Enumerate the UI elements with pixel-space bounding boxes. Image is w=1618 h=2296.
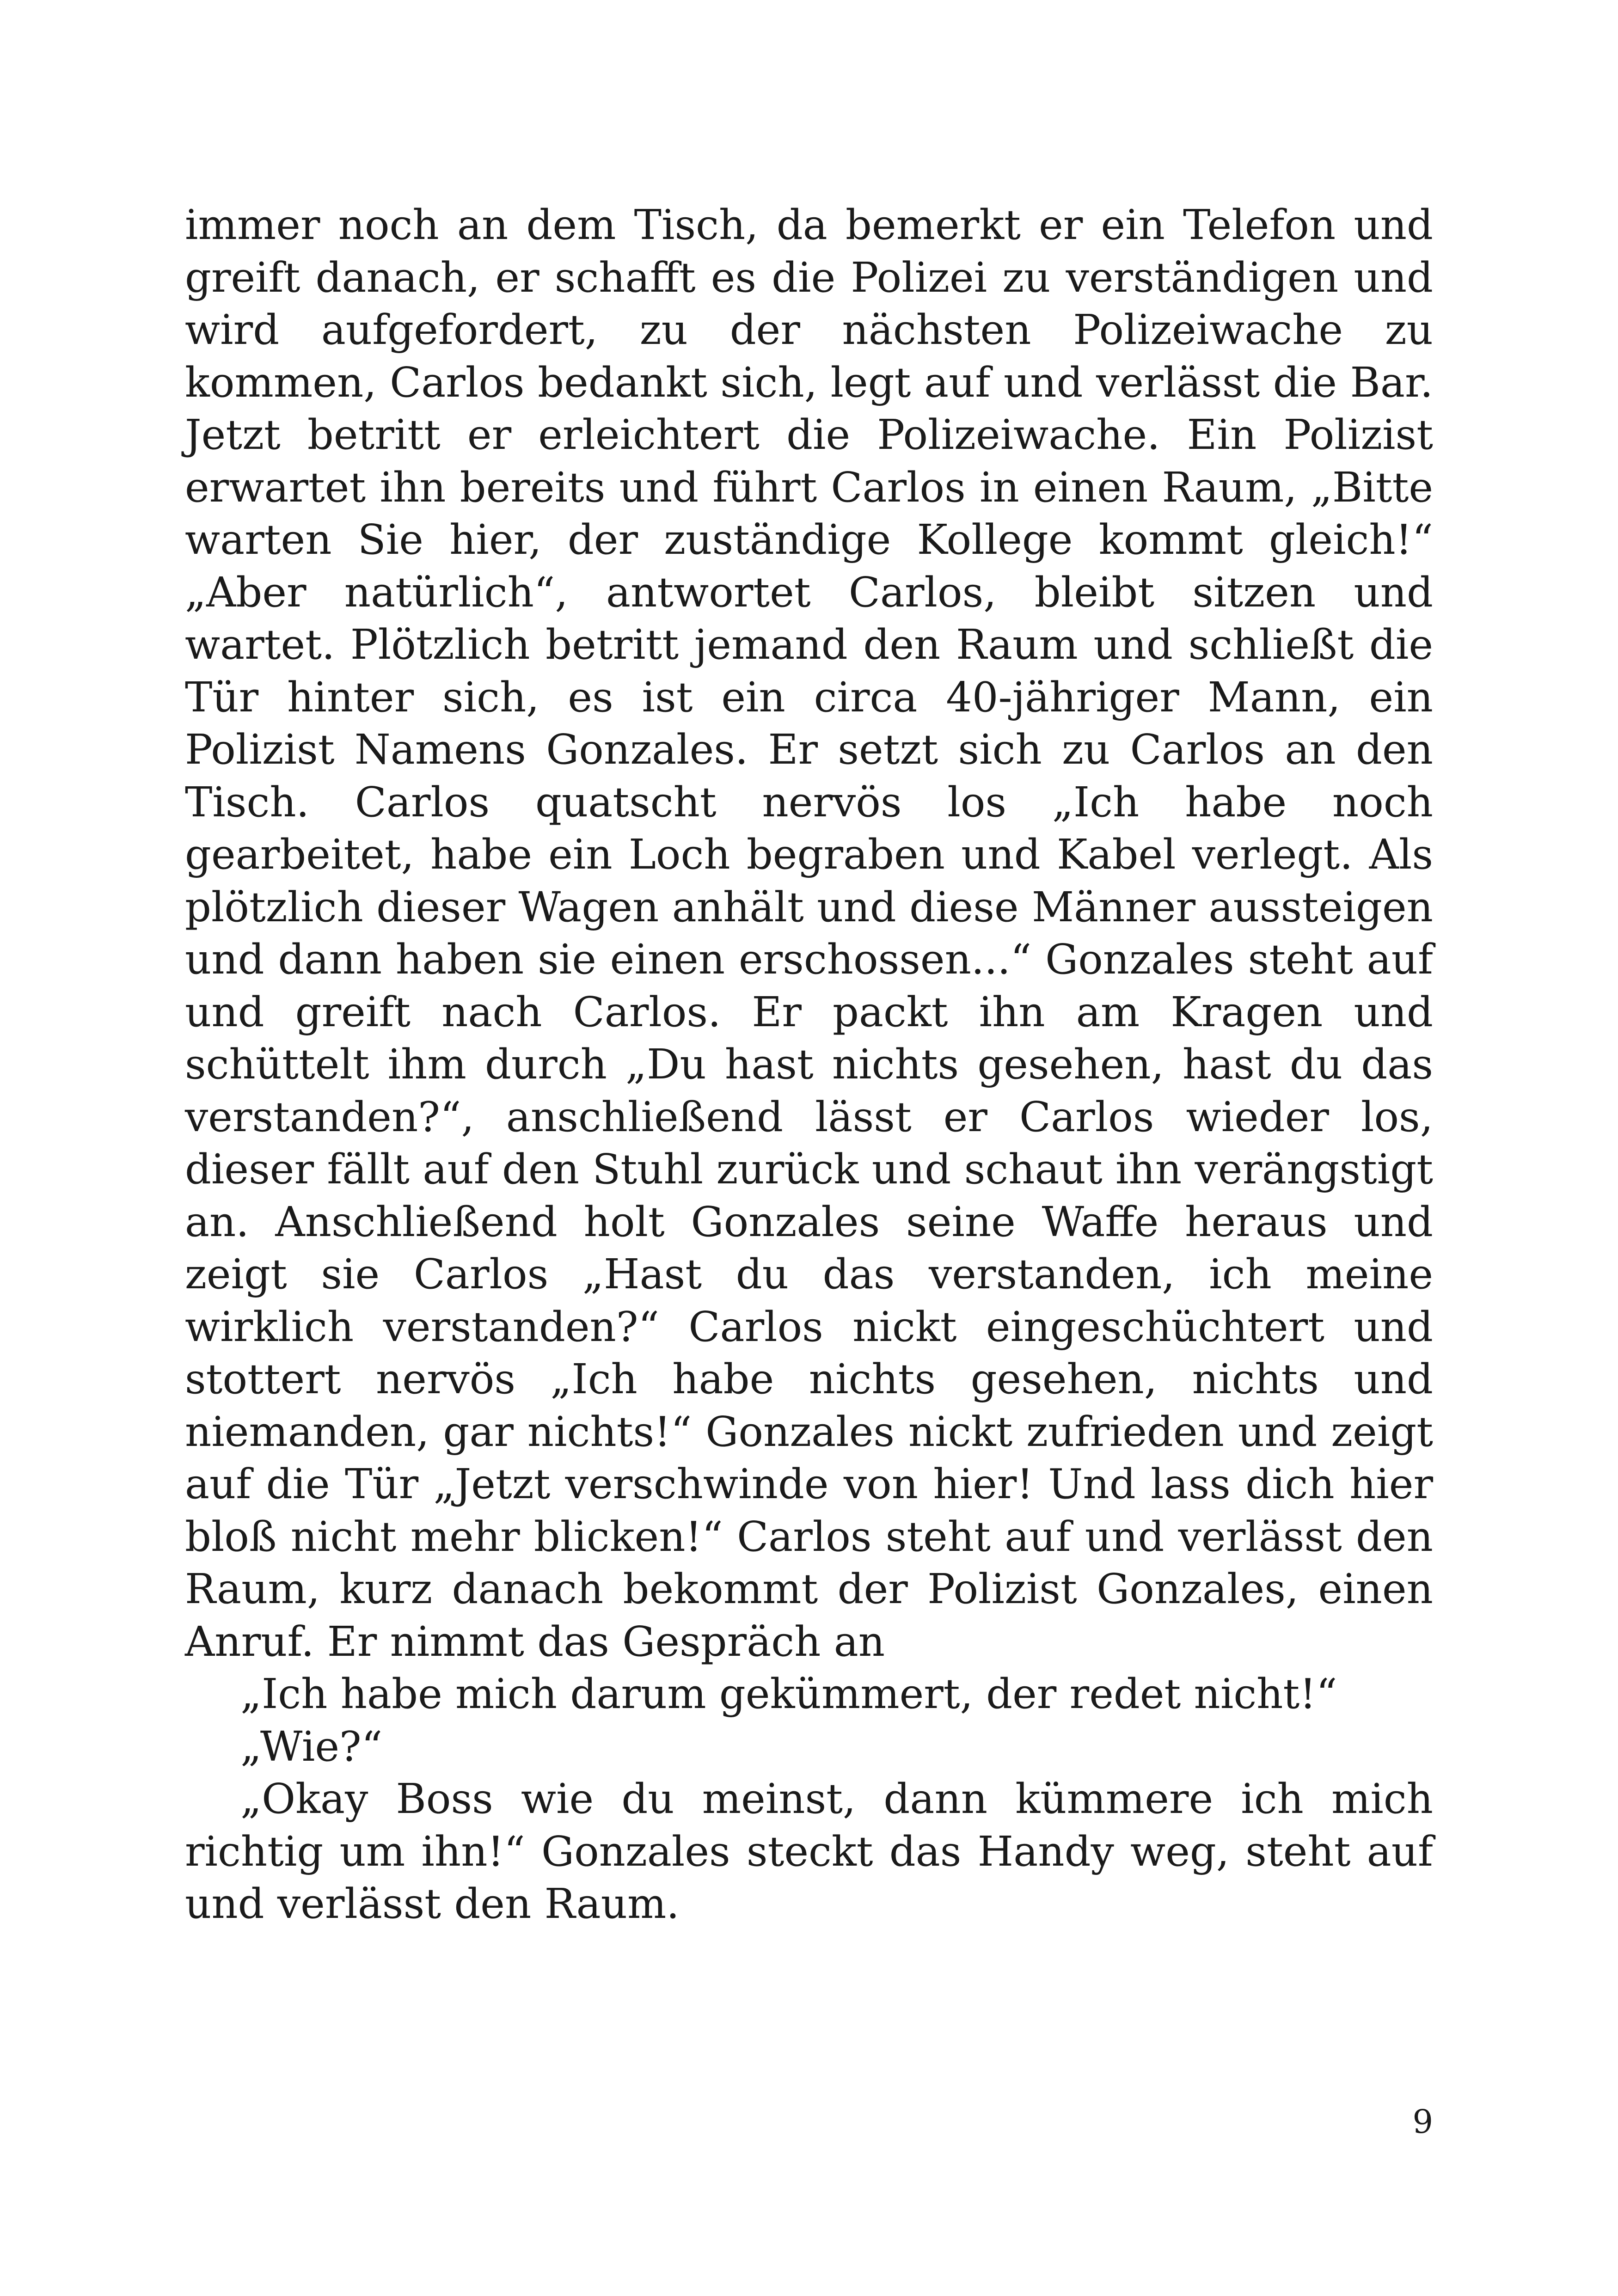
paragraph-narrative: immer noch an dem Tisch, da bemerkt er ein Telefon und greift danach, er schafft es die Polizei zu verständigen und wird aufgefordert, zu der nächsten Polizeiwache zu kommen, Carlos bedankt sich, legt auf und verlässt die Bar. Jetzt betritt er erleichtert die Polizeiwache. Ein Polizist erwartet ihn bereits und führt Carlos in einen Raum, „Bitte warten Sie hier, der zuständige Kollege kommt gleich!“ „Aber natürlich“, antwortet Carlos, bleibt sitzen und wartet. Plötzlich betritt jemand den Raum und schließt die Tür hinter sich, es ist ein circa 40-jähriger Mann, ein Polizist Namens Gonzales. Er setzt sich zu Carlos an den Tisch. Carlos quatscht nervös los „Ich habe noch gearbeitet, habe ein Loch begraben und Kabel verlegt. Als plötzlich dieser Wagen anhält und diese Männer aussteigen und dann haben sie einen erschossen...“ Gonzales steht auf und greift nach Carlos. Er packt ihn am Kragen und schüttelt ihm durch „Du hast nichts gesehen, hast du das verstanden?“, anschließend lässt er Carlos wieder los, dieser fällt auf den Stuhl zurück und schaut ihn verängstigt an. Anschließend holt Gonzales seine Waffe heraus und zeigt sie Carlos „Hast du das verstanden, ich meine wirklich verstanden?“ Carlos nickt eingeschüchtert und stottert nervös „Ich habe nichts gesehen, nichts und niemanden, gar nichts!“ Gonzales nickt zufrieden und zeigt auf die Tür „Jetzt verschwinde von hier! Und lass dich hier bloß nicht mehr blicken!“ Carlos steht auf und verlässt den Raum, kurz danach bekommt der Polizist Gonzales, einen Anruf. Er nimmt das Gespräch an — [185, 201, 1433, 1665]
paragraph-dialogue-3: „Okay Boss wie du meinst, dann kümmere ich mich richtig um ihn!“ Gonzales steckt das Handy weg, steht auf und verlässt den Raum. — [185, 1775, 1433, 1928]
page-number: 9 — [1412, 2103, 1433, 2141]
body-text — [185, 199, 1433, 1930]
paragraph-dialogue-2: „Wie?“ — [240, 1722, 383, 1770]
paragraph-dialogue-1: „Ich habe mich darum gekümmert, der redet nicht!“ — [240, 1670, 1337, 1718]
